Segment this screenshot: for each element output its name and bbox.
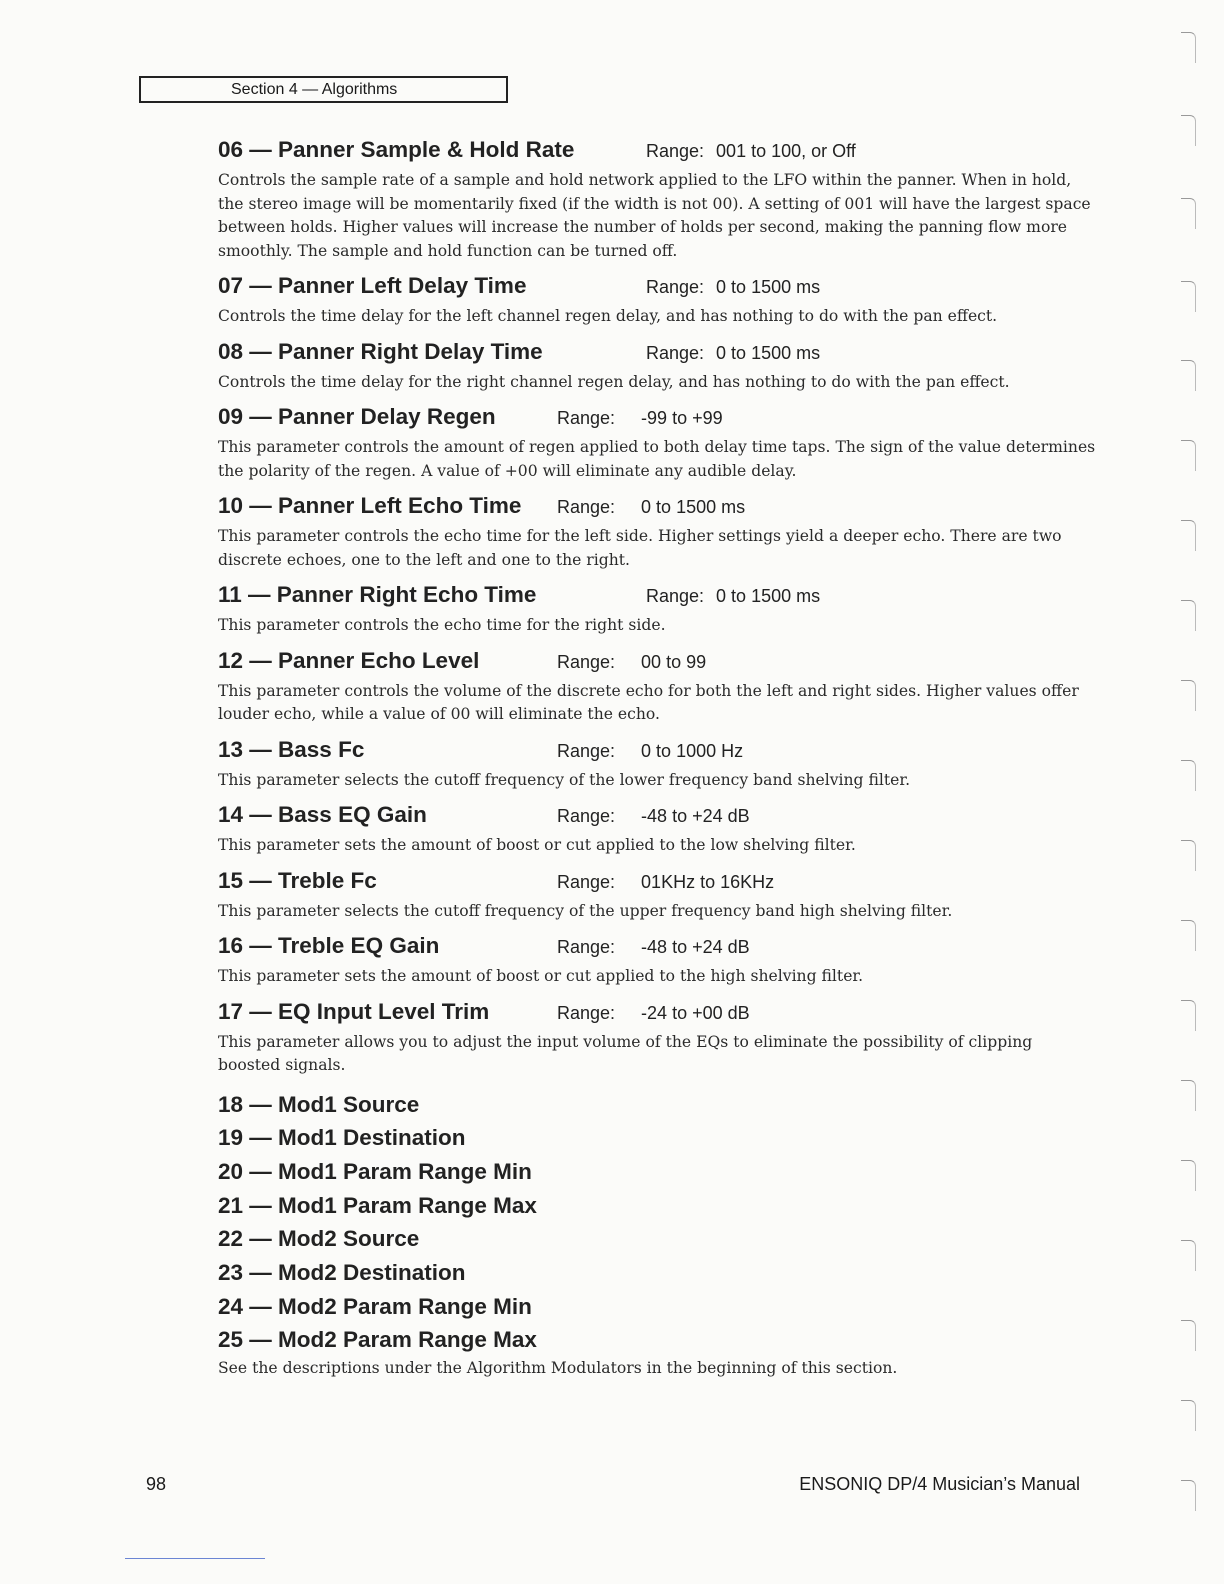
parameter-entry: [218, 273, 1098, 329]
parameter-range: [557, 408, 723, 429]
range-value: 01KHz to 16KHz: [641, 871, 775, 892]
parameter-title: 06 — Panner Sample & Hold Rate: [218, 137, 575, 162]
page-number: 98: [146, 1474, 167, 1494]
parameter-range: [557, 872, 774, 893]
parameter-description: This parameter controls the echo time for the left side. Higher settings yield a deeper echo. There are two discrete echoes, one to the left and one to the right.: [218, 527, 1062, 569]
range-value: 001 to 100, or Off: [716, 141, 856, 161]
manual-title: ENSONIQ DP/4 Musician’s Manual: [799, 1474, 1080, 1494]
parameter-title: 14 — Bass EQ Gain: [218, 802, 427, 827]
parameter-list: [218, 137, 1098, 1381]
parameter-description: Controls the sample rate of a sample and hold network applied to the LFO within the panner. When in hold, the stereo image will be momentarily fixed (if the width is not 00). A setting of 001 will have the largest space between holds. Higher values will increase the number of holds per second, making the panning flow more smoothly. The sample and hold function can be turned off.: [218, 171, 1091, 260]
parameter-title: 13 — Bass Fc: [218, 736, 365, 762]
modulator-title: 23 — Mod2 Destination: [218, 1259, 466, 1285]
range-label: Range:: [646, 277, 705, 297]
parameter-entry: [218, 493, 1098, 572]
edge-mark: [1181, 1240, 1196, 1271]
parameter-entry: [218, 737, 1098, 793]
range-label: Range:: [557, 740, 616, 761]
range-value: -48 to +24 dB: [641, 806, 750, 826]
parameter-entry: [218, 137, 1098, 263]
modulator-title: 22 — Mod2 Source: [218, 1226, 420, 1252]
parameter-range: [557, 741, 743, 762]
parameter-entry: [218, 582, 1098, 638]
range-value: -24 to +00 dB: [641, 1002, 750, 1023]
parameter-title: 08 — Panner Right Delay Time: [218, 338, 543, 364]
range-value: -99 to +99: [641, 408, 723, 428]
modulator-description: See the descriptions under the Algorithm Modulators in the beginning of this section.: [218, 1359, 898, 1377]
range-value: 0 to 1500 ms: [716, 277, 821, 297]
edge-mark: [1181, 920, 1196, 951]
edge-mark: [1181, 32, 1196, 63]
parameter-title: 10 — Panner Left Echo Time: [218, 493, 522, 518]
range-value: -48 to +24 dB: [641, 937, 750, 957]
parameter-description: This parameter selects the cutoff frequency of the upper frequency band high shelving filter.: [218, 901, 953, 920]
parameter-description: This parameter allows you to adjust the input volume of the EQs to eliminate the possibility of clipping boosted signals.: [218, 1032, 1033, 1074]
edge-mark: [1181, 115, 1196, 146]
parameter-description: This parameter controls the echo time for the right side.: [218, 616, 666, 634]
parameter-description: This parameter controls the volume of the discrete echo for both the left and right sides. Higher values offer louder echo, while a value of 00 will eliminate the echo.: [218, 681, 1079, 723]
parameter-entry: [218, 648, 1098, 727]
modulator-title: 20 — Mod1 Param Range Min: [218, 1158, 532, 1184]
parameter-range: [646, 277, 820, 298]
parameter-title: 07 — Panner Left Delay Time: [218, 273, 527, 298]
edge-mark: [1181, 198, 1196, 229]
parameter-range: [557, 937, 750, 958]
range-label: Range:: [646, 342, 705, 363]
parameter-range: [646, 141, 856, 162]
range-value: 0 to 1500 ms: [641, 497, 746, 517]
edge-mark: [1181, 600, 1196, 631]
page-edge-marks: [1174, 20, 1204, 1540]
parameter-title: 11 — Panner Right Echo Time: [218, 582, 537, 607]
edge-mark: [1181, 1400, 1196, 1431]
range-label: Range:: [557, 497, 616, 517]
parameter-entry: [218, 404, 1098, 483]
parameter-description: This parameter sets the amount of boost or cut applied to the low shelving filter.: [218, 836, 856, 854]
bottom-divider: [125, 1558, 265, 1559]
parameter-title: 17 — EQ Input Level Trim: [218, 998, 490, 1024]
parameter-range: [557, 1003, 750, 1024]
section-header: Section 4 — Algorithms: [139, 76, 508, 103]
edge-mark: [1181, 1480, 1196, 1511]
range-label: Range:: [557, 408, 616, 428]
modulator-title: 18 — Mod1 Source: [218, 1091, 420, 1117]
range-label: Range:: [557, 806, 616, 826]
range-label: Range:: [646, 141, 705, 161]
range-value: 0 to 1500 ms: [716, 342, 821, 363]
range-label: Range:: [646, 586, 705, 606]
range-label: Range:: [557, 651, 616, 672]
parameter-title: 16 — Treble EQ Gain: [218, 933, 440, 958]
modulator-parameter-list: [218, 1088, 1098, 1381]
parameter-entry: [218, 868, 1098, 924]
edge-mark: [1181, 440, 1196, 471]
edge-mark: [1181, 360, 1196, 391]
edge-mark: [1181, 1160, 1196, 1191]
parameter-description: Controls the time delay for the right channel regen delay, and has nothing to do with the pan effect.: [218, 372, 1010, 391]
parameter-title: 15 — Treble Fc: [218, 867, 377, 893]
edge-mark: [1181, 840, 1196, 871]
parameter-entry: [218, 999, 1098, 1078]
edge-mark: [1181, 1320, 1196, 1351]
edge-mark: [1181, 760, 1196, 791]
range-label: Range:: [557, 1002, 616, 1023]
parameter-range: [646, 586, 820, 607]
range-value: 00 to 99: [641, 651, 707, 672]
range-value: 0 to 1000 Hz: [641, 740, 744, 761]
parameter-entry: [218, 802, 1098, 858]
edge-mark: [1181, 281, 1196, 312]
edge-mark: [1181, 1000, 1196, 1031]
modulator-title: 25 — Mod2 Param Range Max: [218, 1327, 537, 1353]
parameter-range: [557, 652, 706, 673]
modulator-title: 19 — Mod1 Destination: [218, 1125, 466, 1151]
parameter-range: [557, 497, 745, 518]
edge-mark: [1181, 520, 1196, 551]
range-label: Range:: [557, 937, 616, 957]
parameter-entry: [218, 339, 1098, 395]
range-value: 0 to 1500 ms: [716, 586, 821, 606]
parameter-entry: [218, 933, 1098, 989]
edge-mark: [1181, 1080, 1196, 1111]
modulator-title: 21 — Mod1 Param Range Max: [218, 1192, 537, 1218]
parameter-title: 12 — Panner Echo Level: [218, 647, 480, 673]
modulator-title: 24 — Mod2 Param Range Min: [218, 1293, 532, 1319]
parameter-description: This parameter selects the cutoff frequency of the lower frequency band shelving filter.: [218, 770, 911, 789]
parameter-description: This parameter controls the amount of regen applied to both delay time taps. The sign of the value determines the polarity of the regen. A value of +00 will eliminate any audible delay.: [218, 438, 1096, 480]
parameter-description: Controls the time delay for the left channel regen delay, and has nothing to do with the pan effect.: [218, 307, 998, 325]
parameter-title: 09 — Panner Delay Regen: [218, 404, 496, 429]
parameter-range: [646, 343, 820, 364]
parameter-range: [557, 806, 750, 827]
range-label: Range:: [557, 871, 616, 892]
edge-mark: [1181, 680, 1196, 711]
parameter-description: This parameter sets the amount of boost or cut applied to the high shelving filter.: [218, 967, 864, 985]
